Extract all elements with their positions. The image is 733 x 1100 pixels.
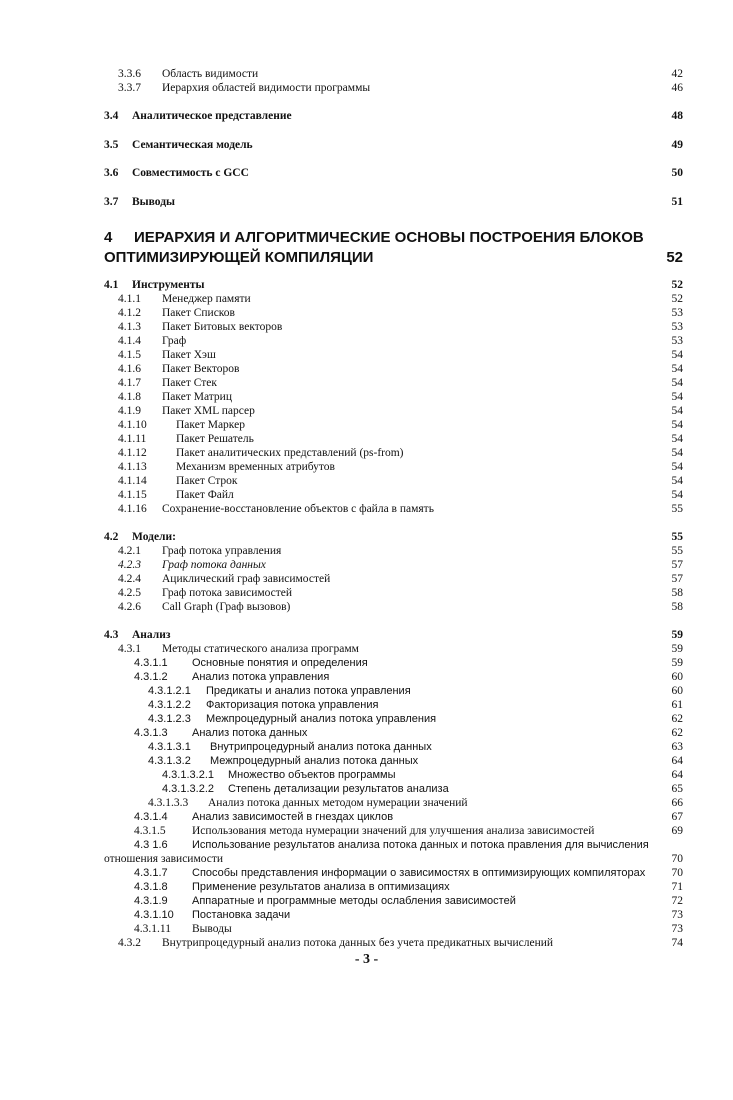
toc-entry-number: 4.1.8 [118, 391, 141, 403]
toc-entry-title: Пакет Битовых векторов [162, 321, 283, 333]
toc-entry-page: 57 [671, 573, 683, 585]
toc-entry-number: 4.3.2 [118, 937, 141, 949]
toc-entry[interactable] [0, 67, 733, 81]
toc-entry-title-continued: отношения зависимости [104, 853, 224, 865]
toc-entry-title: Механизм временных атрибутов [176, 461, 335, 473]
chapter-title-line1: ИЕРАРХИЯ И АЛГОРИТМИЧЕСКИЕ ОСНОВЫ ПОСТРОЕНИЯ БЛОКОВ [134, 229, 644, 246]
toc-entry[interactable] [0, 894, 733, 908]
chapter-page: 52 [666, 249, 683, 266]
toc-entry-number: 4.3.1.3.2.1 [162, 769, 214, 781]
toc-entry-page: 48 [671, 110, 683, 122]
toc-entry-title: Пакет Решатель [176, 433, 254, 445]
toc-entry-title: Область видимости [162, 68, 259, 80]
toc-entry-number: 4.3.1 [118, 643, 141, 655]
toc-entry-number: 4.1.6 [118, 363, 141, 375]
toc-entry-page: 55 [671, 503, 683, 515]
toc-entry-number: 4.2.6 [118, 601, 141, 613]
chapter-heading[interactable] [104, 228, 683, 268]
toc-entry-title: Ациклический граф зависимостей [162, 573, 331, 585]
toc-entry[interactable] [0, 866, 733, 880]
toc-entry-number: 3.6 [104, 167, 119, 179]
toc-entry-page: 54 [671, 363, 683, 375]
toc-entry-number: 4.1.4 [118, 335, 141, 347]
toc-entry-title: Предикаты и анализ потока управления [206, 685, 411, 697]
toc-entry-title: Пакет Маркер [176, 419, 245, 431]
toc-entry-number: 4.3.1.10 [134, 909, 174, 921]
toc-entry-page: 70 [671, 867, 683, 879]
toc-entry[interactable] [0, 418, 733, 432]
toc-entry-number: 3.3.6 [118, 68, 141, 80]
toc-entry[interactable] [0, 362, 733, 376]
toc-entry-number: 4.3.1.2.1 [148, 685, 191, 697]
toc-entry-number: 4.3.1.11 [134, 923, 171, 935]
toc-entry-number: 4.1.12 [118, 447, 147, 459]
toc-entry-title: Анализ [132, 629, 171, 641]
toc-entry[interactable] [0, 726, 733, 740]
toc-entry[interactable] [0, 544, 733, 558]
toc-entry-page: 58 [671, 601, 683, 613]
toc-entry-title: Степень детализации результатов анализа [228, 783, 449, 795]
toc-entry[interactable] [0, 768, 733, 782]
toc-entry-title: Множество объектов программы [228, 769, 396, 781]
toc-entry-page: 52 [671, 293, 683, 305]
toc-entry-title: Внутрипроцедурный анализ потока данных [210, 741, 432, 753]
toc-entry-page: 54 [671, 405, 683, 417]
toc-entry-title: Граф [162, 335, 187, 347]
toc-entry[interactable] [0, 166, 733, 180]
toc-entry-number: 4.2.3 [118, 559, 141, 571]
toc-entry-page: 42 [671, 68, 683, 80]
toc-entry-title: Пакет Матриц [162, 391, 232, 403]
toc-entry-page: 57 [671, 559, 683, 571]
toc-entry-number: 4.1.16 [118, 503, 147, 515]
toc-entry[interactable] [0, 320, 733, 334]
toc-entry-number: 4.2.5 [118, 587, 141, 599]
toc-entry-continuation[interactable] [0, 852, 733, 866]
toc-entry[interactable] [0, 195, 733, 209]
toc-entry-number: 3.7 [104, 196, 119, 208]
toc-entry[interactable] [0, 656, 733, 670]
toc-entry[interactable] [0, 740, 733, 754]
toc-entry-page: 54 [671, 419, 683, 431]
toc-entry-title: Модели: [132, 531, 176, 543]
toc-entry-number: 4.3.1.2 [134, 671, 168, 683]
toc-entry-title: Внутрипроцедурный анализ потока данных без учета предикатных вычислений [162, 937, 554, 949]
toc-entry[interactable] [0, 278, 733, 292]
toc-entry-page: 55 [671, 545, 683, 557]
toc-entry[interactable] [0, 880, 733, 894]
toc-entry-title: Постановка задачи [192, 909, 291, 921]
toc-entry-title: Выводы [132, 196, 175, 208]
toc-entry-page: 64 [671, 769, 683, 781]
toc-entry-title: Использование результатов анализа потока данных и потока правления для вычисления [192, 839, 649, 851]
toc-entry[interactable] [0, 796, 733, 810]
toc-entry-page: 59 [671, 643, 683, 655]
toc-entry[interactable] [0, 306, 733, 320]
toc-entry-title: Аппаратные и программные методы ослабления зависимостей [192, 895, 516, 907]
toc-entry-number: 4.1.9 [118, 405, 141, 417]
toc-entry-title: Пакет Стек [162, 377, 217, 389]
toc-entry[interactable] [0, 334, 733, 348]
toc-entry-page: 54 [671, 475, 683, 487]
toc-entry-title: Пакет Списков [162, 307, 235, 319]
toc-entry-page: 50 [671, 167, 683, 179]
toc-entry[interactable] [0, 488, 733, 502]
toc-entry-title: Выводы [192, 923, 232, 935]
toc-entry-title: Анализ потока данных методом нумерации значений [208, 797, 468, 809]
toc-entry-title: Факторизация потока управления [206, 699, 379, 711]
toc-entry-page: 65 [671, 783, 683, 795]
toc-entry-page: 67 [671, 811, 683, 823]
toc-entry-page: 71 [671, 881, 683, 893]
toc-entry[interactable] [0, 684, 733, 698]
toc-entry-page: 53 [671, 307, 683, 319]
toc-entry-page: 55 [671, 531, 683, 543]
toc-entry[interactable] [0, 390, 733, 404]
toc-entry-title: Совместимость с GCC [132, 167, 249, 179]
toc-entry-number: 4.1.2 [118, 307, 141, 319]
toc-entry-title: Основные понятия и определения [192, 657, 368, 669]
toc-entry[interactable] [0, 446, 733, 460]
toc-entry-page: 51 [671, 196, 683, 208]
toc-entry-page: 54 [671, 377, 683, 389]
toc-entry-title: Пакет Хэш [162, 349, 216, 361]
toc-entry-page: 64 [671, 755, 683, 767]
toc-entry-number: 4.3.1.9 [134, 895, 168, 907]
toc-entry-title: Анализ потока управления [192, 671, 330, 683]
toc-entry-title: Граф потока данных [162, 559, 266, 571]
toc-entry-number: 4.3.1.3.1 [148, 741, 191, 753]
toc-entry[interactable] [0, 824, 733, 838]
toc-entry[interactable] [0, 810, 733, 824]
toc-entry-number: 4.3.1.4 [134, 811, 168, 823]
toc-entry-title: Семантическая модель [132, 139, 253, 151]
toc-entry-number: 4.3.1.3.2 [148, 755, 191, 767]
toc-entry-number: 4.1.15 [118, 489, 147, 501]
toc-entry-title: Пакет XML парсер [162, 405, 255, 417]
toc-entry-number: 4.3.1.2.3 [148, 713, 191, 725]
toc-entry-number: 4.1.1 [118, 293, 141, 305]
toc-entry-number: 4.3.1.5 [134, 825, 166, 837]
toc-entry-number: 4.3.1.8 [134, 881, 168, 893]
toc-entry-page: 53 [671, 321, 683, 333]
toc-entry-number: 4.1.10 [118, 419, 147, 431]
toc-entry-title: Граф потока зависимостей [162, 587, 293, 599]
toc-entry[interactable] [0, 754, 733, 768]
toc-entry-number: 3.4 [104, 110, 119, 122]
toc-entry-title: Иерархия областей видимости программы [162, 82, 371, 94]
toc-entry[interactable] [0, 936, 733, 950]
toc-entry[interactable] [0, 782, 733, 796]
toc-entry-number: 4.3.1.7 [134, 867, 168, 879]
toc-entry-number: 4.2 [104, 531, 119, 543]
toc-entry-page: 59 [671, 629, 683, 641]
toc-entry-title: Пакет Векторов [162, 363, 240, 375]
chapter-number: 4 [104, 229, 113, 246]
toc-entry-number: 4.1.5 [118, 349, 141, 361]
toc-entry-number: 4.3 [104, 629, 119, 641]
toc-entry-page: 49 [671, 139, 683, 151]
toc-entry[interactable] [0, 712, 733, 726]
toc-entry-title: Анализ потока данных [192, 727, 308, 739]
toc-entry[interactable] [0, 572, 733, 586]
toc-entry-title: Сохранение-восстановление объектов с файла в память [162, 503, 434, 515]
toc-entry-page: 62 [671, 727, 683, 739]
toc-entry[interactable] [0, 628, 733, 642]
toc-entry-title: Анализ зависимостей в гнездах циклов [192, 811, 394, 823]
toc-entry-page: 58 [671, 587, 683, 599]
toc-entry-title: Межпроцедурный анализ потока управления [206, 713, 437, 725]
toc-entry-title: Менеджер памяти [162, 293, 251, 305]
toc-entry[interactable] [0, 292, 733, 306]
toc-entry[interactable] [0, 670, 733, 684]
toc-entry[interactable] [0, 838, 733, 852]
toc-entry[interactable] [0, 922, 733, 936]
toc-entry[interactable] [0, 586, 733, 600]
toc-entry-title: Call Graph (Граф вызовов) [162, 601, 291, 613]
toc-entry-number: 4.1.13 [118, 461, 147, 473]
toc-entry[interactable] [0, 376, 733, 390]
toc-entry[interactable] [0, 460, 733, 474]
toc-entry-page: 52 [671, 279, 683, 291]
toc-entry[interactable] [0, 432, 733, 446]
toc-entry-title: Применение результатов анализа в оптимизациях [192, 881, 450, 893]
toc-entry-page: 54 [671, 349, 683, 361]
toc-entry[interactable] [0, 642, 733, 656]
toc-entry-number: 4.2.1 [118, 545, 141, 557]
toc-entry-number: 4.2.4 [118, 573, 141, 585]
toc-entry-page: 72 [671, 895, 683, 907]
toc-entry-page: 74 [671, 937, 683, 949]
toc-entry-number: 4.1.7 [118, 377, 141, 389]
toc-entry[interactable] [0, 600, 733, 614]
toc-entry-title: Использования метода нумерации значений для улучшения анализа зависимостей [192, 825, 595, 837]
toc-entry-page: 59 [671, 657, 683, 669]
toc-entry[interactable] [0, 502, 733, 516]
toc-entry[interactable] [0, 81, 733, 95]
toc-entry-page: 60 [671, 671, 683, 683]
toc-entry-number: 4.1 [104, 279, 119, 291]
toc-entry[interactable] [0, 348, 733, 362]
toc-entry-page: 54 [671, 461, 683, 473]
toc-entry-number: 4.1.14 [118, 475, 147, 487]
toc-entry-page: 66 [671, 797, 683, 809]
toc-entry-page: 54 [671, 447, 683, 459]
toc-entry[interactable] [0, 474, 733, 488]
toc-entry-title: Способы представления информации о зависимостях в оптимизирующих компиляторах [192, 867, 646, 879]
toc-entry-title: Пакет Файл [176, 489, 234, 501]
toc-entry-number: 3.3.7 [118, 82, 141, 94]
toc-entry[interactable] [0, 698, 733, 712]
toc-entry-title: Аналитическое представление [132, 110, 292, 122]
page-number: - 3 - [354, 952, 379, 967]
toc-entry-number: 4.3.1.3 [134, 727, 168, 739]
toc-entry-page: 53 [671, 335, 683, 347]
toc-entry-number: 4.3 1.6 [134, 839, 168, 851]
toc-entry[interactable] [0, 404, 733, 418]
toc-entry-page: 73 [671, 909, 683, 921]
toc-entry-page: 60 [671, 685, 683, 697]
toc-entry-page: 61 [671, 699, 683, 711]
toc-entry-title: Пакет Строк [176, 475, 238, 487]
toc-entry-title: Граф потока управления [162, 545, 282, 557]
toc-entry-title: Пакет аналитических представлений (ps-from) [176, 447, 404, 459]
chapter-title-line2: ОПТИМИЗИРУЮЩЕЙ КОМПИЛЯЦИИ [104, 249, 374, 266]
toc-entry-page: 62 [671, 713, 683, 725]
toc-entry-page: 70 [671, 853, 683, 865]
toc-entry-page: 54 [671, 433, 683, 445]
toc-entry-page: 54 [671, 391, 683, 403]
toc-entry-page: 63 [671, 741, 683, 753]
toc-entry-number: 3.5 [104, 139, 119, 151]
toc-entry-page: 69 [671, 825, 683, 837]
toc-entry-page: 46 [671, 82, 683, 94]
toc-entry[interactable] [0, 530, 733, 544]
toc-entry-number: 4.3.1.2.2 [148, 699, 191, 711]
toc-entry-page: 54 [671, 489, 683, 501]
toc-entry-title: Межпроцедурный анализ потока данных [210, 755, 419, 767]
toc-entry-number: 4.3.1.3.3 [148, 797, 189, 809]
toc-entry-number: 4.3.1.3.2.2 [162, 783, 214, 795]
toc-entry[interactable] [0, 908, 733, 922]
toc-entry[interactable] [0, 109, 733, 123]
toc-entry-number: 4.1.3 [118, 321, 141, 333]
toc-entry-title: Методы статического анализа программ [162, 643, 359, 655]
toc-entry-title: Инструменты [132, 279, 205, 291]
toc-entry[interactable] [0, 558, 733, 572]
toc-entry-number: 4.1.11 [118, 433, 147, 445]
toc-entry-number: 4.3.1.1 [134, 657, 168, 669]
toc-entry-page: 73 [671, 923, 683, 935]
toc-entry[interactable] [0, 138, 733, 152]
